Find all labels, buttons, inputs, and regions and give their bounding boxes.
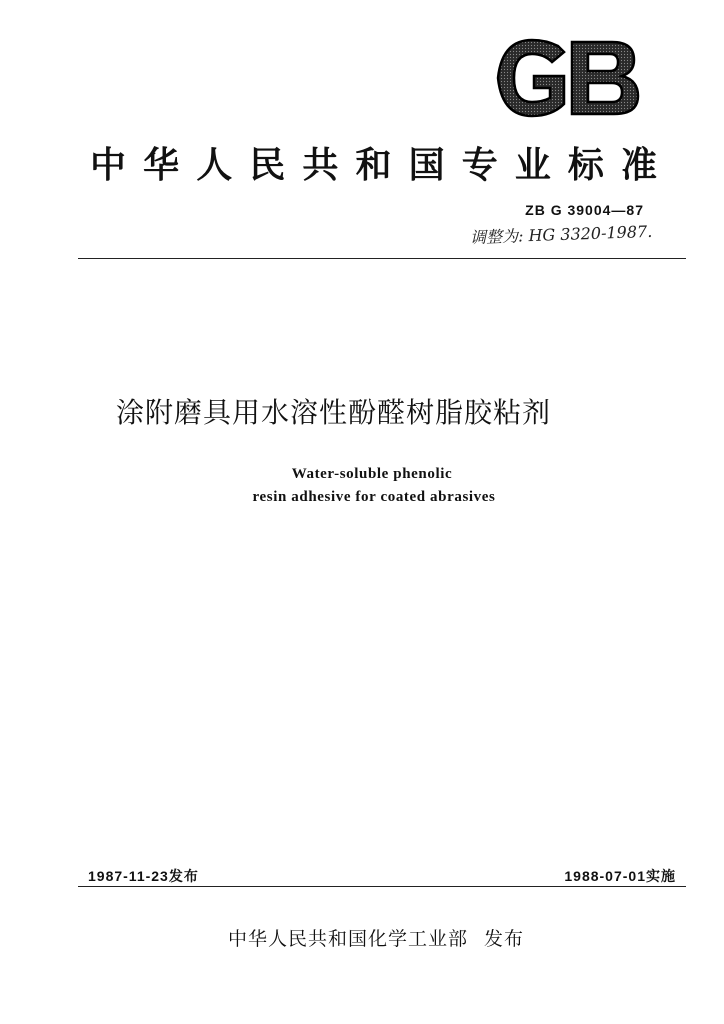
bottom-divider	[78, 886, 686, 887]
title-english-line1: Water-soluble phenolic	[291, 466, 453, 482]
standard-code: ZB G 39004—87	[525, 202, 644, 218]
title-chinese: 涂附磨具用水溶性酚醛树脂胶粘剂	[116, 396, 552, 429]
top-divider	[78, 258, 686, 259]
issuer-verb: 发布	[484, 928, 525, 950]
handwritten-note: 调整为: HG 3320-1987.	[469, 221, 653, 248]
title-english-line2: resin adhesive for coated abrasives	[252, 489, 496, 505]
gb-logo-text: GB	[494, 38, 496, 39]
standard-heading: 中华人民共和国专业标准	[90, 145, 660, 186]
effective-date: 1988-07-01实施	[564, 868, 676, 884]
issuer-name: 中华人民共和国化学工业部	[228, 928, 469, 950]
gb-logo	[494, 38, 640, 118]
issue-date: 1987-11-23发布	[88, 868, 199, 884]
issuer	[228, 924, 524, 951]
